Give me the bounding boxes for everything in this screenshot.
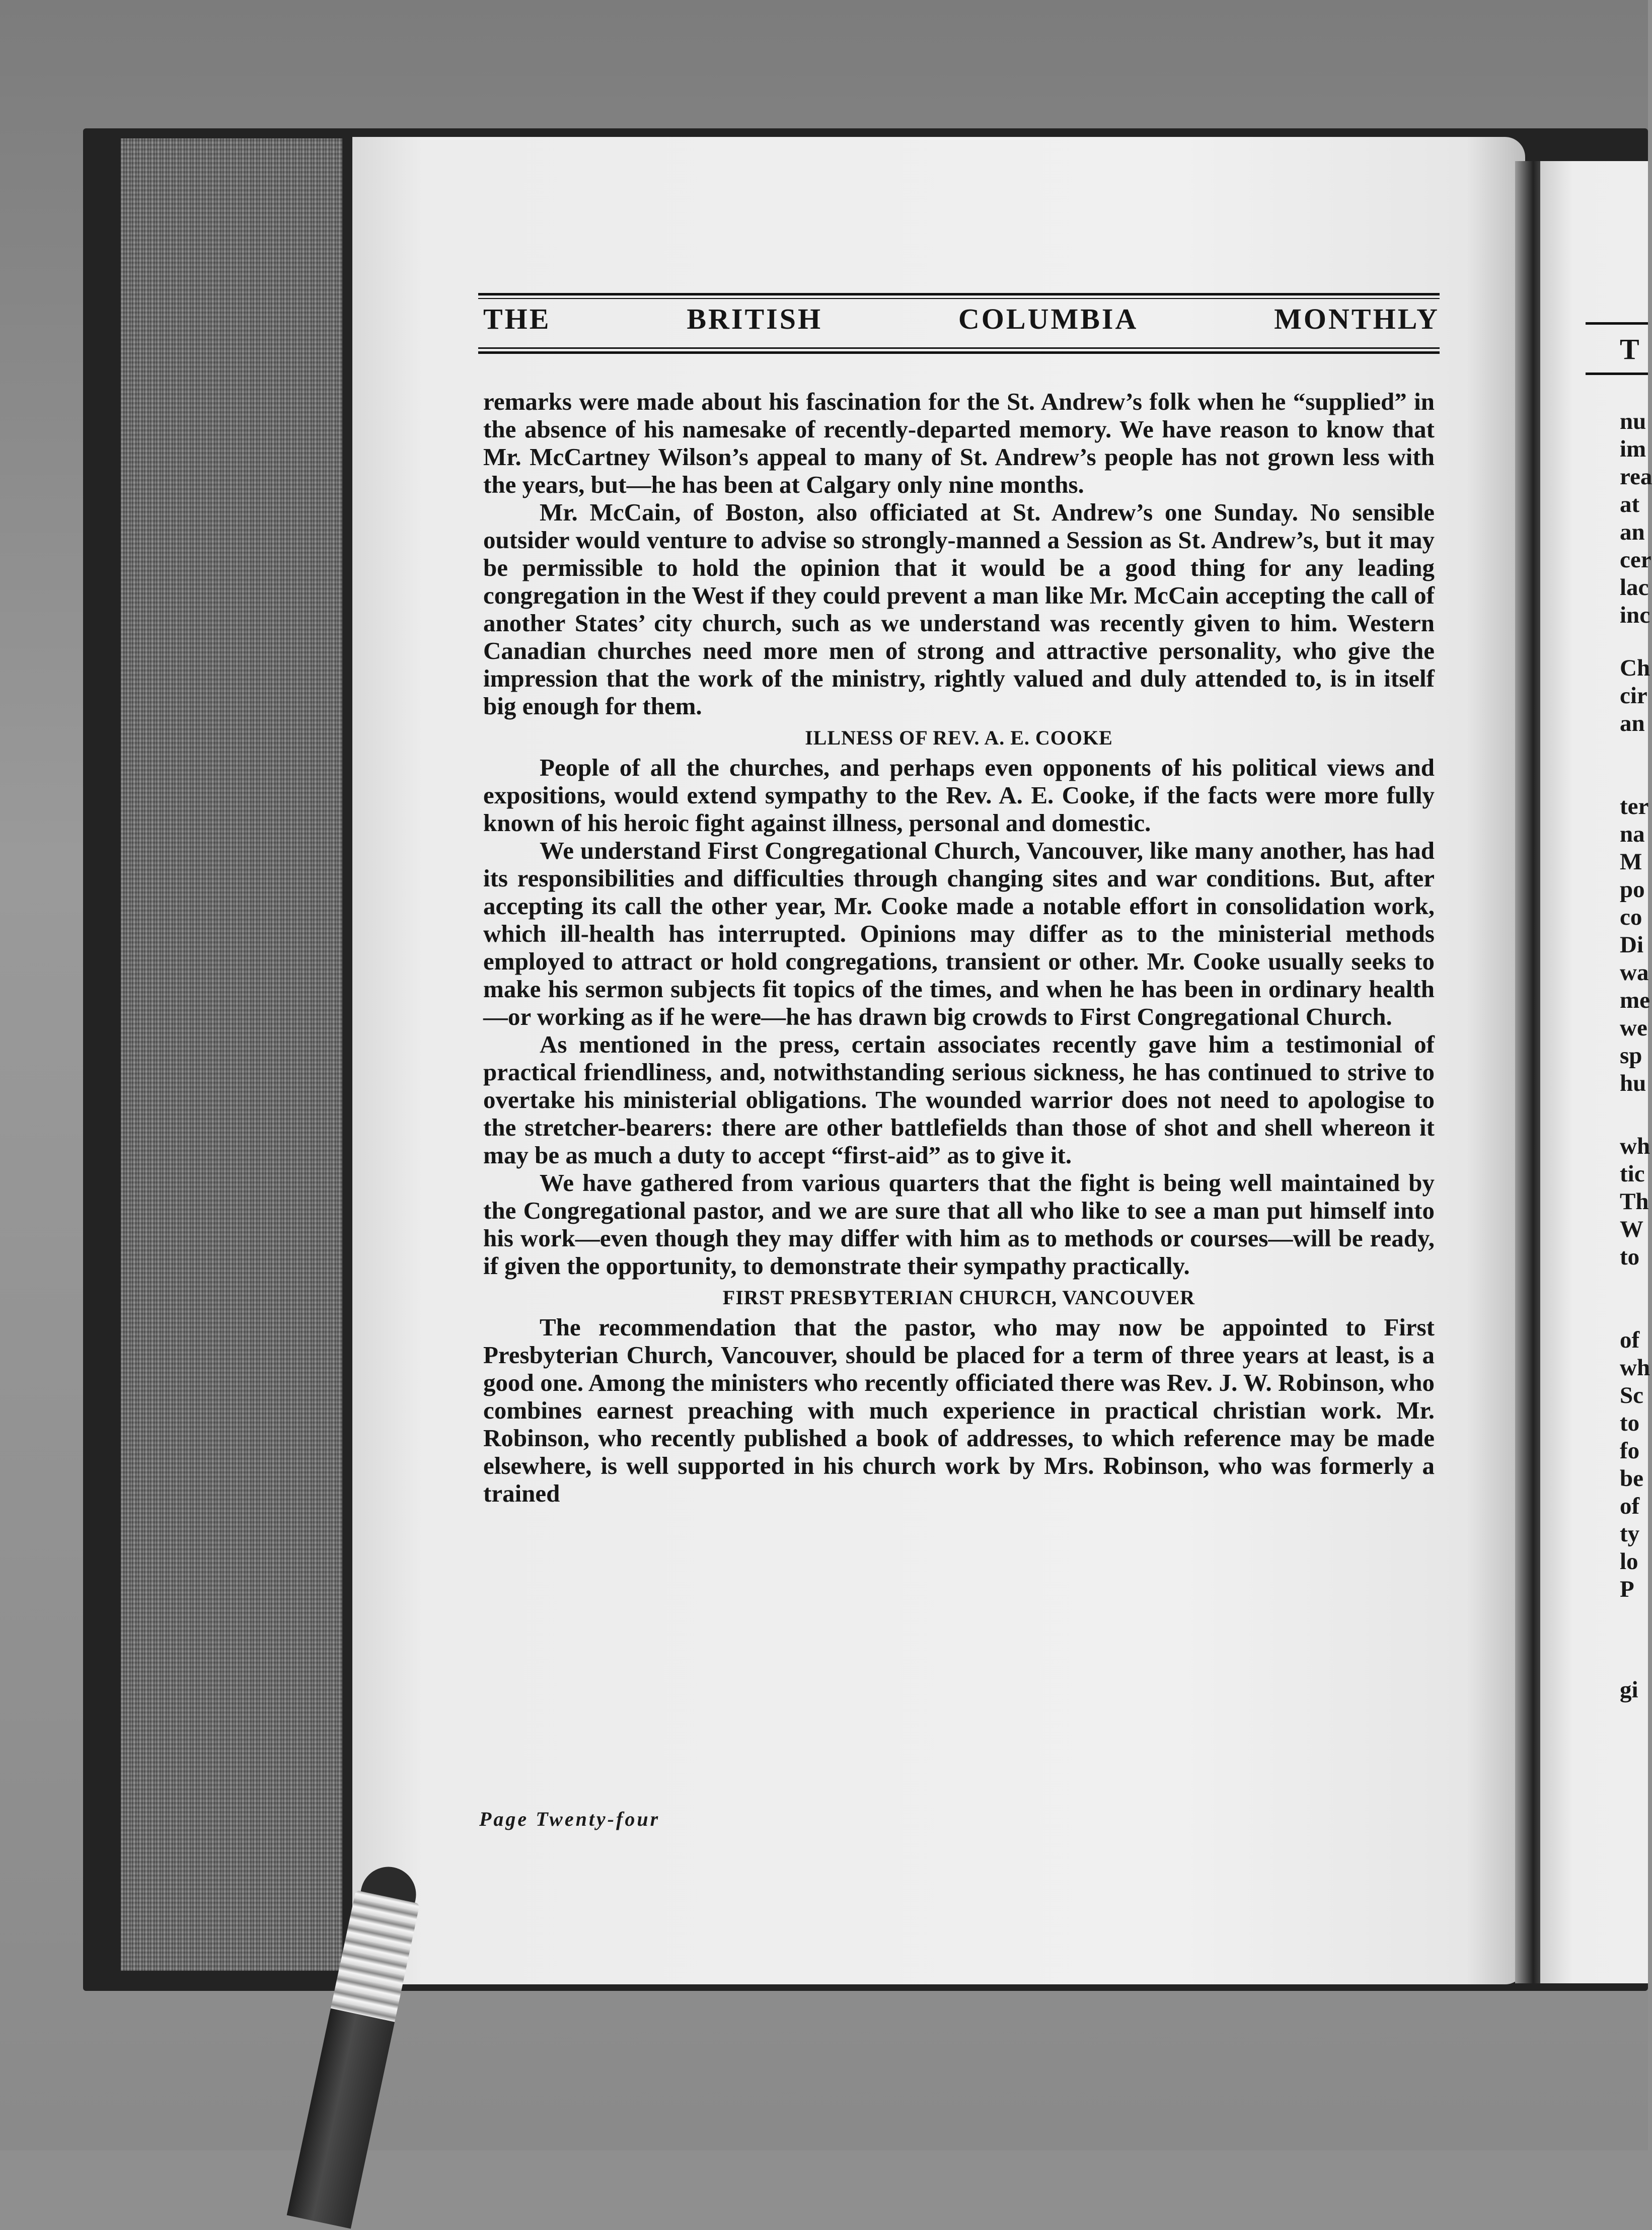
facing-text-fragment: gi [1620, 1677, 1638, 1703]
facing-text-fragment: W [1620, 1216, 1643, 1242]
facing-text-fragment: at [1620, 491, 1640, 517]
section-heading: ILLNESS OF REV. A. E. COOKE [805, 726, 1113, 749]
facing-text-fragment: of [1620, 1493, 1640, 1519]
facing-text-fragment: Sc [1620, 1382, 1643, 1408]
paragraph: Mr. McCain, of Boston, also officiated at St. Andrew’s one Sunday. No sensible outsider would venture to advise so strongly-manned a Session as St. Andrew’s, but it may be permissible to hold the opinion that it would be a good thing for any leading congregation in the West if they could prevent a man like Mr. McCain accepting the call of another States’ city church, such as we understand was recently given to him. Western Canadian churches need more men of strong and attractive personality, who give the impression that the work of the ministry, rightly valued and duly attended to, is in itself big enough for them. [483, 498, 1435, 720]
facing-text-fragment: po [1620, 876, 1645, 903]
paragraph: We have gathered from various quarters that the fight is being well maintained by the Congregational pastor, and we are sure that all who like to see a man put himself into his work—even though they may differ with him as to methods or courses—will be ready, if given the opportunity, to demonstrate their sympathy practically. [483, 1169, 1435, 1280]
facing-text-fragment: tic [1620, 1161, 1645, 1187]
facing-text-fragment: co [1620, 904, 1642, 930]
facing-text-fragment: wh [1620, 1355, 1650, 1381]
facing-text-fragment: cer [1620, 547, 1651, 573]
facing-text-fragment: P [1620, 1576, 1634, 1602]
facing-text-fragment: to [1620, 1244, 1640, 1270]
facing-text-fragment: to [1620, 1410, 1640, 1436]
paragraph: As mentioned in the press, certain associates recently gave him a testimonial of practical friendliness, and, notwithstanding serious sickness, he has continued to strive to overtake his ministerial obligations. The wounded warrior does not need to apologise to the stretcher-bearers: there are other battlefields than those of shot and shell whereon it may be as much a duty to accept “first-aid” as to give it. [483, 1030, 1435, 1169]
section-heading: FIRST PRESBYTERIAN CHURCH, VANCOUVER [722, 1286, 1195, 1309]
facing-header-rule [1586, 322, 1648, 325]
facing-text-fragment: of [1620, 1327, 1640, 1353]
facing-text-fragment: Ch [1620, 655, 1650, 681]
header-word: COLUMBIA [958, 303, 1139, 335]
header-word: MONTHLY [1274, 303, 1440, 335]
page-edges [121, 138, 342, 1971]
facing-text-fragment: nu [1620, 408, 1646, 434]
facing-text-fragment: be [1620, 1465, 1643, 1492]
facing-text-fragment: wa [1620, 959, 1649, 986]
facing-text-fragment: hu [1620, 1070, 1646, 1096]
page-number: Page Twenty-four [479, 1808, 660, 1830]
facing-text-fragment: sp [1620, 1043, 1642, 1069]
facing-text-fragment: inc [1620, 602, 1650, 628]
header-rule-top-thin [478, 298, 1440, 299]
facing-text-fragment: me [1620, 987, 1650, 1013]
header-word: BRITISH [687, 303, 823, 335]
header-rule-bottom-thick [478, 351, 1440, 354]
paragraph: We understand First Congregational Church, Vancouver, like many another, has had its responsibilities and difficulties through changing sites and war conditions. But, after accepting its call the other year, Mr. Cooke made a notable effort in consolidation work, which ill-health has interrupted. Opinions may differ as to the ministerial methods employed to attract or hold congregations, transient or other. Mr. Cooke usually seeks to make his sermon subjects fit topics of the times, and when he has been in ordinary health—or working as if he were—he has drawn big crowds to First Congregational Church. [483, 837, 1435, 1030]
header-rule-bottom [478, 347, 1440, 349]
facing-text-fragment: Th [1620, 1188, 1649, 1215]
facing-text-fragment: fo [1620, 1438, 1640, 1464]
facing-text-fragment: lo [1620, 1548, 1638, 1575]
facing-text-fragment: an [1620, 519, 1645, 545]
facing-text-fragment: M [1620, 849, 1642, 875]
paragraph: remarks were made about his fascination for the St. Andrew’s folk when he “supplied” in the absence of his namesake of recently-departed memory. We have reason to know that Mr. McCartney Wilson’s appeal to many of St. Andrew’s people has not grown less with the years, but—he has been at Calgary only nine months. [483, 388, 1435, 498]
facing-text-fragment: lac [1620, 574, 1649, 601]
facing-text-fragment: an [1620, 710, 1645, 736]
paragraph: People of all the churches, and perhaps even opponents of his political views and expositions, would extend sympathy to the Rev. A. E. Cooke, if the facts were more fully known of his heroic fight against illness, personal and domestic. [483, 754, 1435, 837]
article-column [483, 388, 1435, 1507]
facing-text-fragment: Di [1620, 932, 1643, 958]
facing-text-fragment: wh [1620, 1133, 1650, 1159]
facing-text-fragment: we [1620, 1015, 1647, 1041]
facing-header-letter: T [1620, 333, 1639, 365]
facing-text-fragment: cir [1620, 683, 1647, 709]
paragraph: The recommendation that the pastor, who may now be appointed to First Presbyterian Church, Vancouver, should be placed for a term of three years at least, is a good one. Among the ministers who recently officiated there was Rev. J. W. Robinson, who combines earnest preaching with much experience in practical christian work. Mr. Robinson, who recently published a book of addresses, to which reference may be made elsewhere, is well supported in his church work by Mrs. Robinson, who was formerly a trained [483, 1313, 1435, 1507]
facing-header-rule [1586, 373, 1648, 375]
facing-text-fragment: ty [1620, 1521, 1640, 1547]
running-header [483, 302, 1440, 342]
facing-text-fragment: rea [1620, 464, 1652, 490]
facing-text-fragment: na [1620, 821, 1645, 847]
header-rule-top [478, 293, 1440, 295]
facing-text-fragment: im [1620, 436, 1646, 462]
facing-text-fragment: ter [1620, 793, 1649, 820]
header-word: THE [483, 303, 551, 335]
